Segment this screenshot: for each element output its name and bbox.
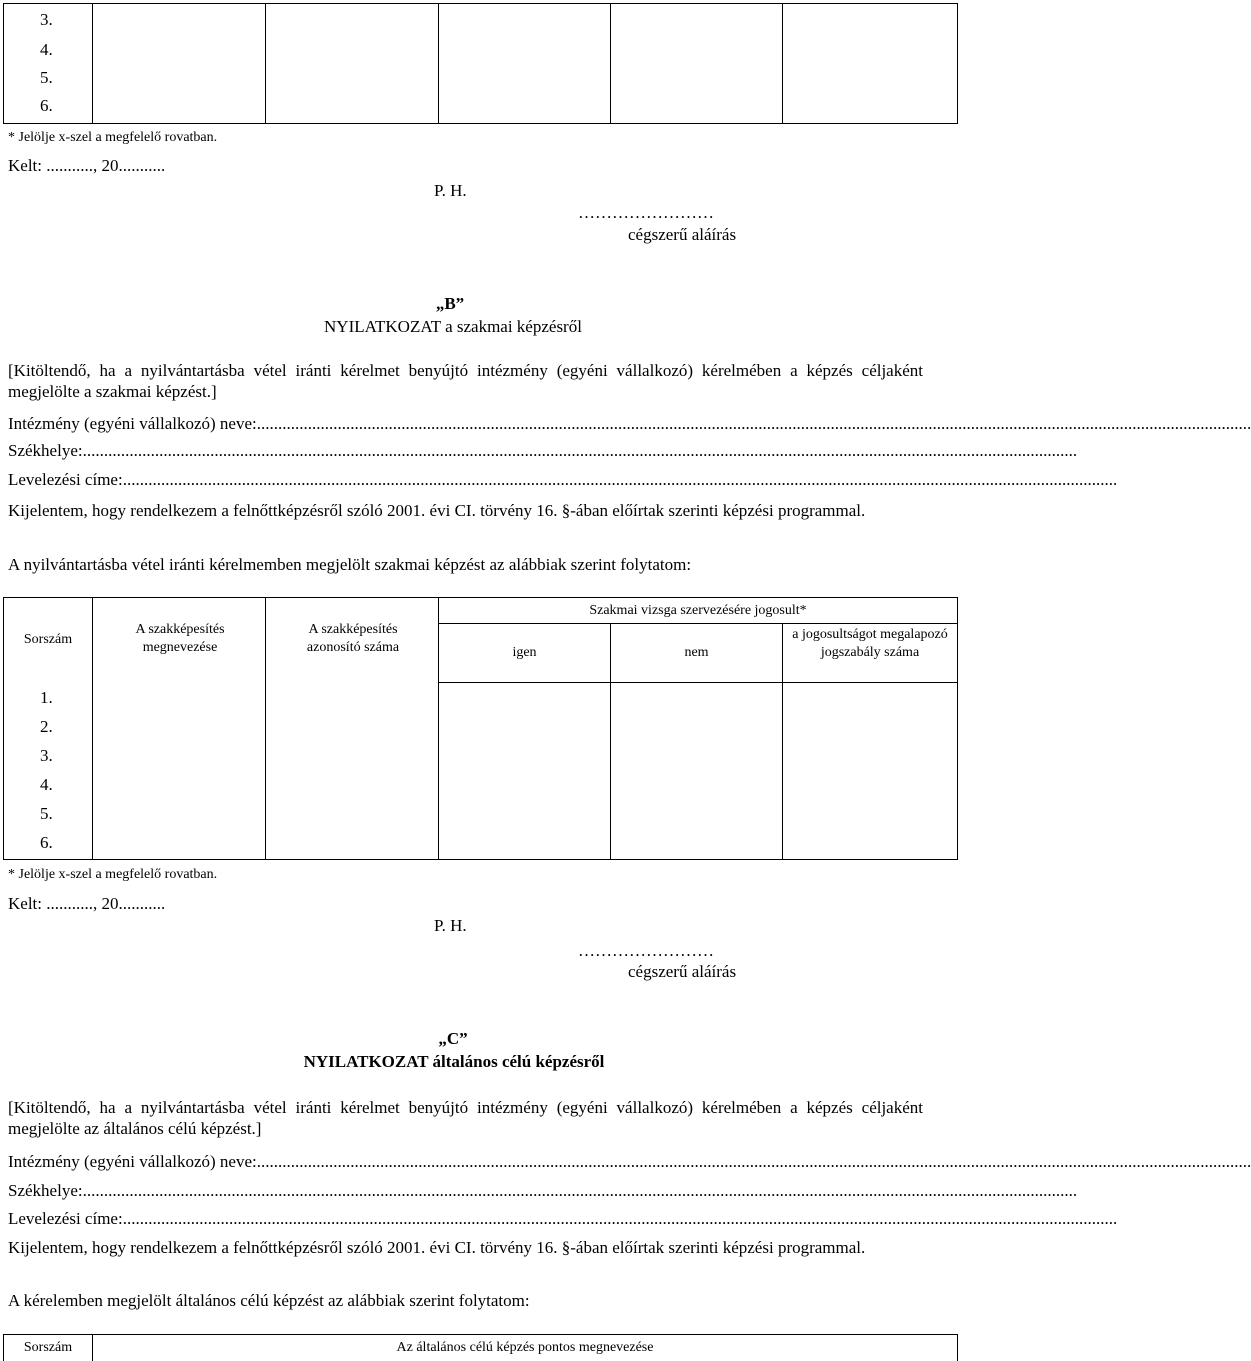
section-b-mail-label: Levelezési címe: (8, 470, 123, 489)
section-b-signature-dots[interactable]: …………………… (578, 941, 714, 960)
section-c-instruction: [Kitöltendő, ha a nyilvántartásba vétel iránti kérelmet benyújtó intézmény (egyéni vállalkozó) kérelmében a képzés céljaként megjelölte az általános célú képzést.] (8, 1098, 923, 1138)
section-b-declaration: Kijelentem, hogy rendelkezem a felnőttképzésről szóló 2001. évi CI. törvény 16. §-ában előírtak szerinti képzési programmal. (8, 501, 866, 520)
col-id-header: A szakképesítés azonosító száma (306, 622, 400, 655)
top-date-field[interactable]: Kelt: ..........., 20........... (8, 156, 166, 175)
section-b-signature-label: cégszerű aláírás (628, 962, 737, 981)
section-c-mail-label: Levelezési címe: (8, 1209, 123, 1228)
b-row-2: 2. (40, 717, 53, 736)
section-c-seat-field[interactable] (8, 1181, 1078, 1201)
b-row-1: 1. (40, 688, 53, 707)
section-c-seat-label: Székhelye: (8, 1181, 83, 1200)
top-row-4: 4. (40, 40, 53, 59)
top-signature-label: cégszerű aláírás (628, 225, 737, 244)
section-c-mail-dots: .......................................................................................................................................................................................................................................... (122, 1209, 1118, 1228)
section-c-letter: „C” (438, 1029, 468, 1048)
section-c-title: NYILATKOZAT általános célú képzésről (303, 1052, 605, 1071)
col-group-header: Szakmai vizsga szervezésére jogosult* (589, 603, 807, 618)
section-b-seat-label: Székhelye: (8, 441, 83, 460)
c-col-name-header: Az általános célú képzés pontos megnevezése (396, 1340, 654, 1355)
section-b-name-dots: .......................................................................................................................................................................................................................................... (256, 414, 1251, 433)
b-row-5: 5. (40, 804, 53, 823)
section-b-stamp-label: P. H. (434, 916, 467, 935)
section-b-seat-dots: .......................................................................................................................................................................................................................................... (82, 441, 1078, 460)
section-b-seat-field[interactable] (8, 441, 1078, 461)
top-stamp-label: P. H. (434, 181, 467, 200)
c-col-sorszam-header: Sorszám (23, 1340, 73, 1355)
section-c-name-label: Intézmény (egyéni vállalkozó) neve: (8, 1152, 257, 1171)
section-b-instruction: [Kitöltendő, ha a nyilvántartásba vétel iránti kérelmet benyújtó intézmény (egyéni vállalkozó) kérelmében a képzés céljaként megjelölte a szakmai képzést.] (8, 361, 923, 401)
section-c-name-field[interactable] (8, 1152, 1251, 1172)
section-b-intro: A nyilvántartásba vétel iránti kérelmemben megjelölt szakmai képzést az alábbiak szerint folytatom: (8, 555, 692, 574)
b-row-4: 4. (40, 775, 53, 794)
top-row-3: 3. (40, 10, 53, 29)
b-row-6: 6. (40, 833, 53, 852)
section-c-name-dots: .......................................................................................................................................................................................................................................... (256, 1152, 1251, 1171)
b-row-3: 3. (40, 746, 53, 765)
section-b-footnote: * Jelölje x-szel a megfelelő rovatban. (8, 867, 218, 882)
section-c-intro: A kérelemben megjelölt általános célú képzést az alábbiak szerint folytatom: (8, 1291, 530, 1310)
col-law-header: a jogosultságot megalapozó jogszabály száma (792, 627, 948, 660)
section-b-title: NYILATKOZAT a szakmai képzésről (324, 317, 582, 336)
section-b-date-field[interactable]: Kelt: ..........., 20........... (8, 894, 166, 913)
top-signature-dots[interactable]: …………………… (578, 203, 714, 222)
section-b-name-label: Intézmény (egyéni vállalkozó) neve: (8, 414, 257, 433)
top-row-6: 6. (40, 96, 53, 115)
section-c-mail-field[interactable] (8, 1209, 1118, 1229)
section-b-letter: „B” (435, 294, 465, 313)
top-footnote: * Jelölje x-szel a megfelelő rovatban. (8, 130, 218, 145)
section-b-name-field[interactable] (8, 414, 1251, 434)
section-c-declaration: Kijelentem, hogy rendelkezem a felnőttképzésről szóló 2001. évi CI. törvény 16. §-ában előírtak szerinti képzési programmal. (8, 1238, 866, 1257)
section-b-mail-field[interactable] (8, 470, 1118, 490)
col-name-header: A szakképesítés megnevezése (135, 622, 225, 655)
col-yes-header: igen (512, 645, 537, 660)
section-c-seat-dots: .......................................................................................................................................................................................................................................... (82, 1181, 1078, 1200)
top-row-5: 5. (40, 68, 53, 87)
section-b-mail-dots: .......................................................................................................................................................................................................................................... (122, 470, 1118, 489)
col-sorszam-header: Sorszám (23, 632, 73, 647)
col-no-header: nem (684, 645, 709, 660)
